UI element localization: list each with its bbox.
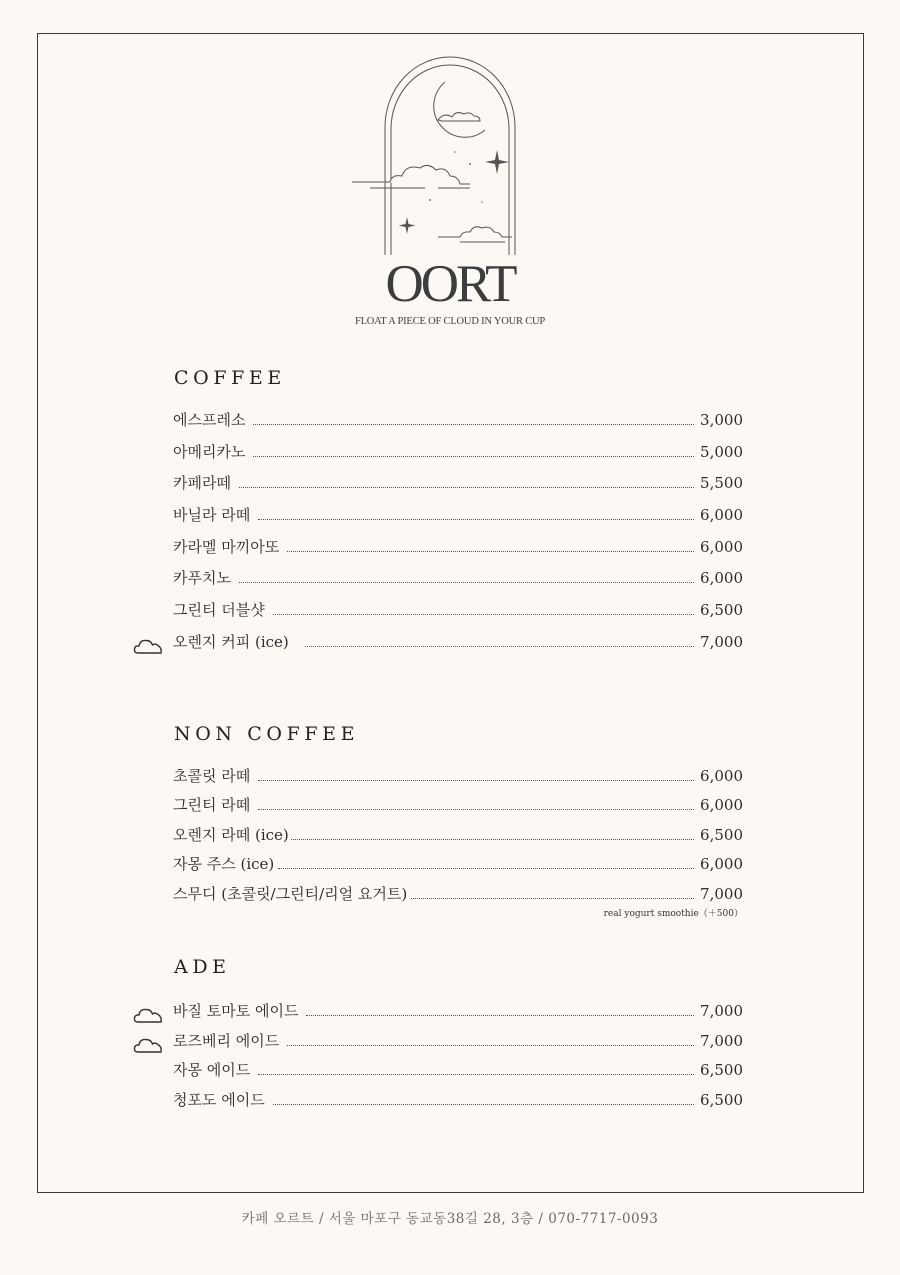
- dot-leader: [411, 898, 694, 899]
- menu-item: [173, 598, 743, 620]
- menu-item: [173, 566, 743, 588]
- menu-item: [173, 882, 743, 904]
- dot-leader: [287, 551, 694, 552]
- dot-leader: [258, 1074, 694, 1075]
- dot-leader: [258, 809, 694, 810]
- dot-leader: [306, 1015, 694, 1016]
- dot-leader: [273, 1104, 694, 1105]
- dot-leader: [253, 424, 694, 425]
- section-title-non-coffee: NON COFFEE: [174, 723, 360, 745]
- menu-item-name: 청포도 에이드: [173, 1091, 265, 1109]
- menu-item: [173, 1058, 743, 1080]
- menu-item: [173, 471, 743, 493]
- menu-item-price: 6,500: [700, 1091, 743, 1109]
- dot-leader: [239, 487, 694, 488]
- brand-tagline: FLOAT A PIECE OF CLOUD IN YOUR CUP: [354, 316, 546, 327]
- smoothie-note: real yogurt smoothie（＋500）: [603, 909, 743, 919]
- menu-item-price: 6,000: [700, 569, 743, 587]
- dot-leader: [291, 839, 694, 840]
- menu-item-price: 6,000: [700, 506, 743, 524]
- menu-item-name: 오렌지 커피 (ice): [173, 633, 289, 651]
- menu-item-price: 6,500: [700, 601, 743, 619]
- menu-item-price: 7,000: [700, 1002, 743, 1020]
- menu-item-price: 6,000: [700, 796, 743, 814]
- footer-address: 카페 오르트 / 서울 마포구 동교동38길 28, 3층 / 070-7717-0093: [241, 1211, 659, 1227]
- menu-item: [173, 535, 743, 557]
- moon-cloud-arch-icon: [350, 52, 550, 262]
- menu-item: [173, 852, 743, 874]
- menu-item-price: 6,500: [700, 826, 743, 844]
- menu-item: [173, 503, 743, 525]
- menu-item: [173, 1088, 743, 1110]
- dot-leader: [305, 646, 694, 647]
- section-title-ade: ADE: [174, 956, 231, 978]
- menu-item-name: 에스프레소: [173, 411, 246, 429]
- cloud-icon: [133, 1006, 163, 1024]
- menu-item-name: 바질 토마토 에이드: [173, 1002, 299, 1020]
- menu-item-name: 아메리카노: [173, 443, 246, 461]
- cloud-icon: [133, 1036, 163, 1054]
- section-title-coffee: COFFEE: [174, 367, 286, 389]
- menu-item-price: 7,000: [700, 1032, 743, 1050]
- dot-leader: [287, 1045, 694, 1046]
- menu-item-price: 6,000: [700, 538, 743, 556]
- menu-item-name: 초콜릿 라떼: [173, 767, 251, 785]
- menu-item-name: 카페라떼: [173, 474, 231, 492]
- menu-item-name: 바닐라 라떼: [173, 506, 251, 524]
- menu-item: [173, 999, 743, 1021]
- menu-item-name: 카푸치노: [173, 569, 231, 587]
- dot-leader: [258, 519, 694, 520]
- menu-item: [173, 823, 743, 845]
- menu-item-name: 로즈베리 에이드: [173, 1032, 280, 1050]
- menu-item-price: 6,000: [700, 855, 743, 873]
- menu-item-price: 3,000: [700, 411, 743, 429]
- brand-name: OORT: [385, 255, 515, 313]
- menu-item-name: 그린티 라떼: [173, 796, 251, 814]
- dot-leader: [253, 456, 694, 457]
- menu-item: [173, 793, 743, 815]
- menu-item-name: 오렌지 라떼 (ice): [173, 826, 289, 844]
- dot-leader: [258, 780, 694, 781]
- menu-item-price: 5,500: [700, 474, 743, 492]
- menu-item-price: 7,000: [700, 885, 743, 903]
- menu-item: [173, 408, 743, 430]
- dot-leader: [278, 868, 694, 869]
- logo-illustration: [350, 52, 550, 262]
- menu-item: [173, 1029, 743, 1051]
- menu-item-price: 6,500: [700, 1061, 743, 1079]
- menu-item-name: 자몽 에이드: [173, 1061, 251, 1079]
- menu-item: [173, 764, 743, 786]
- menu-item-price: 6,000: [700, 767, 743, 785]
- menu-item-name: 카라멜 마끼아또: [173, 538, 280, 556]
- menu-item: [173, 440, 743, 462]
- menu-item-name: 스무디 (초콜릿/그린티/리얼 요거트): [173, 885, 408, 903]
- menu-item-name: 그린티 더블샷: [173, 601, 265, 619]
- dot-leader: [239, 582, 694, 583]
- cloud-icon: [133, 637, 163, 655]
- menu-item: [173, 630, 743, 652]
- menu-item-price: 5,000: [700, 443, 743, 461]
- menu-item-price: 7,000: [700, 633, 743, 651]
- dot-leader: [273, 614, 694, 615]
- menu-item-name: 자몽 주스 (ice): [173, 855, 275, 873]
